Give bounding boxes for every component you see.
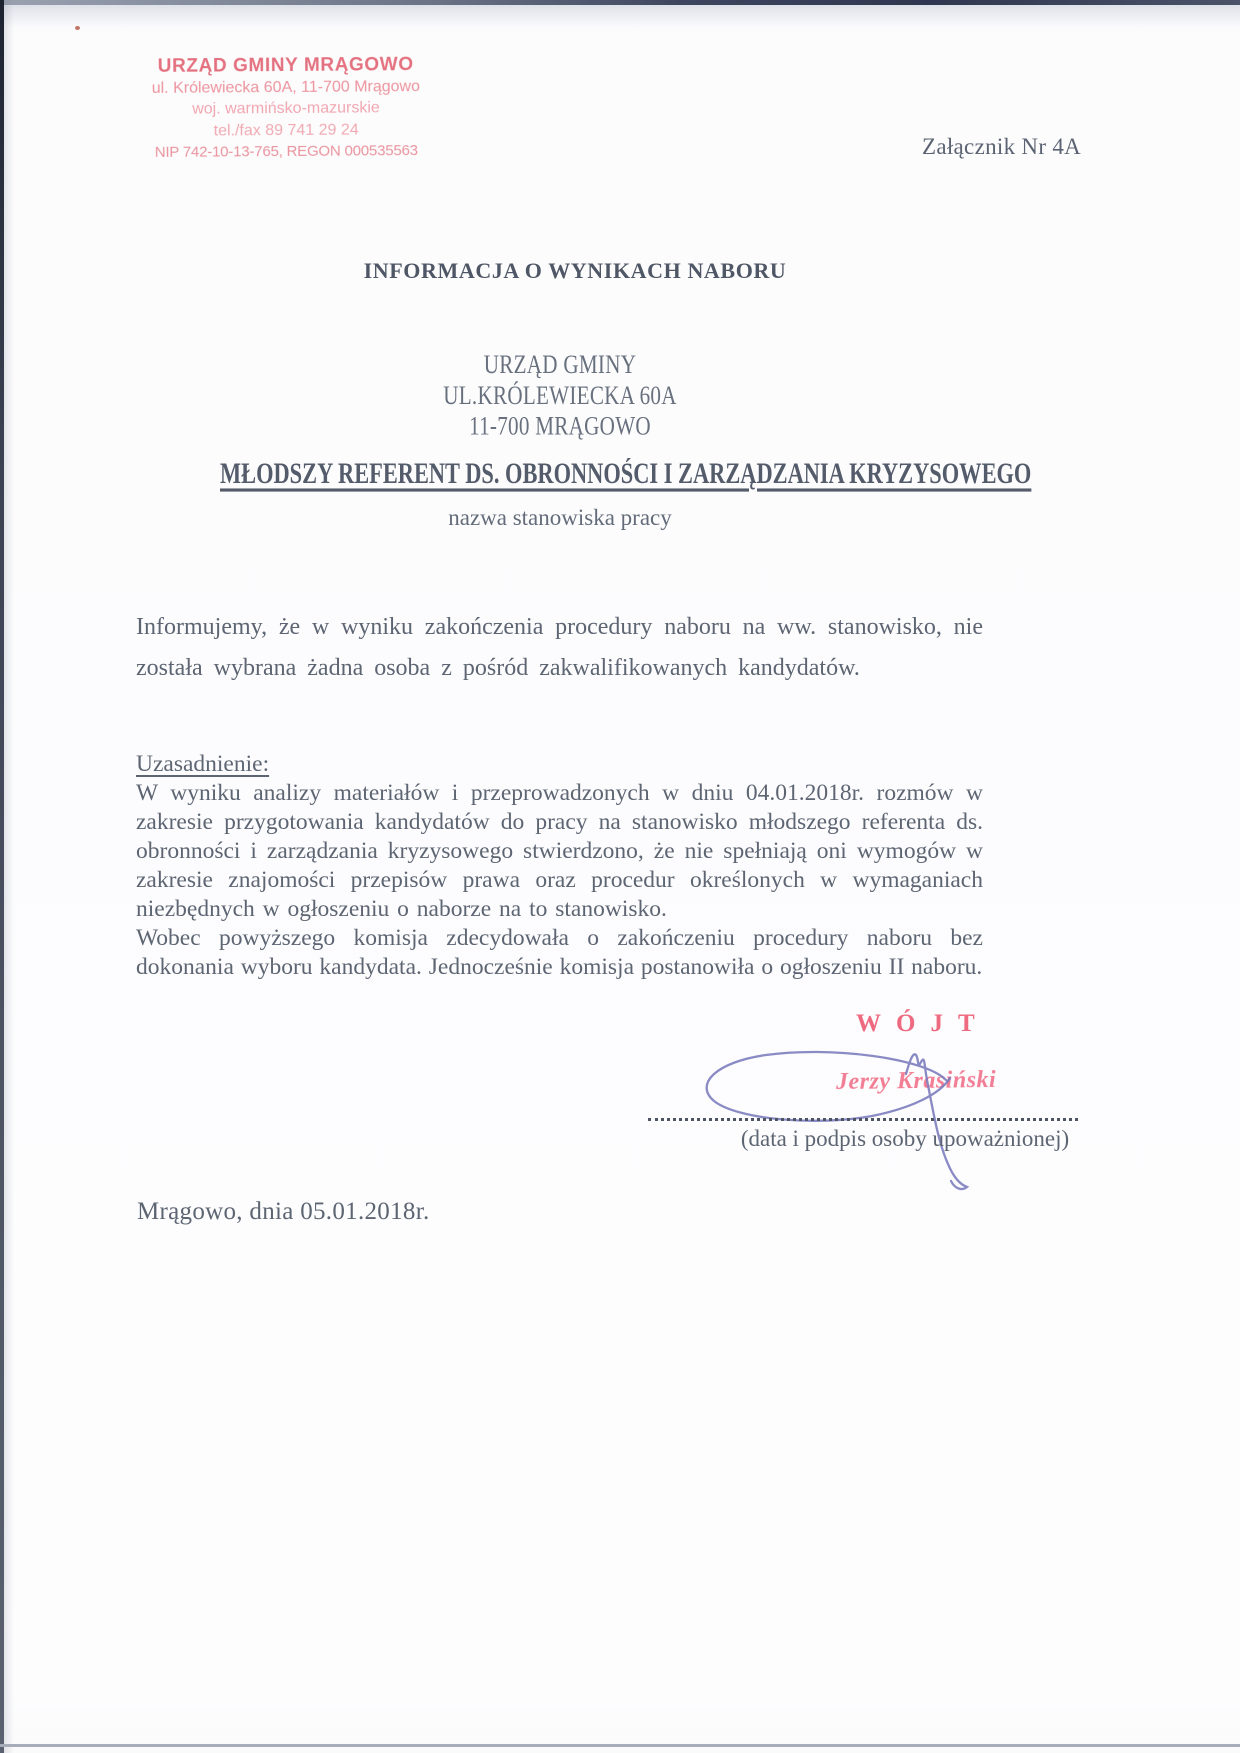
scan-top-shadow	[0, 5, 1240, 27]
position-caption: nazwa stanowiska pracy	[448, 505, 672, 530]
office-address-line3: 11-700 MRĄGOWO	[469, 412, 651, 442]
justification-paragraph-1: W wyniku analizy materiałów i przeprowadzonych w dniu 04.01.2018r. rozmów w zakresie przygotowania kandydatów do pracy na stanowisko młodszego referenta ds. obronności i zarządzania kryzysowego stwierdzono, że nie spełniają oni wymogów w zakresie znajomości przepisów prawa oraz procedur określonych w wymaganiach niezbędnych w ogłoszeniu o naborze na to stanowisko.	[136, 780, 983, 922]
intro-paragraph: Informujemy, że w wyniku zakończenia procedury naboru na ww. stanowisko, nie została wybrana żadna osoba z pośród zakwalifikowanych kandydatów.	[136, 614, 983, 681]
office-address-block	[186, 350, 934, 442]
attachment-label: Załącznik Nr 4A	[922, 134, 1082, 159]
signature-dotted-line	[648, 1104, 1078, 1121]
justification-heading: Uzasadnienie:	[136, 751, 270, 777]
place-and-date: Mrągowo, dnia 05.01.2018r.	[137, 1198, 430, 1225]
justification-section	[136, 750, 983, 982]
signature-caption: (data i podpis osoby upoważnionej)	[740, 1126, 1070, 1151]
office-address-line1: URZĄD GMINY	[483, 351, 637, 380]
stamp-office-region: woj. warmińsko-mazurskie	[192, 99, 380, 118]
justification-paragraph-2: Wobec powyższego komisja zdecydowała o zakończeniu procedury naboru bez dokonania wyboru kandydata. Jednocześnie komisja postanowiła o ogłoszeniu II naboru.	[136, 925, 983, 980]
scan-left-shadow	[4, 0, 14, 1753]
stamp-office-name: URZĄD GMINY MRĄGOWO	[157, 54, 414, 77]
mayor-name-stamp: Jerzy Krasiński	[835, 1066, 997, 1096]
office-ink-stamp	[138, 54, 435, 164]
stamp-office-ids: NIP 742-10-13-765, REGON 000535563	[154, 142, 418, 161]
scan-bottom-edge-artifact	[0, 1744, 1240, 1747]
scan-speck	[75, 26, 80, 30]
position-title: MŁODSZY REFERENT DS. OBRONNOŚCI I ZARZĄDZANIA KRYZYSOWEGO	[220, 458, 1032, 491]
mayor-role-stamp: WÓJT	[856, 1010, 990, 1037]
document-title: INFORMACJA O WYNIKACH NABORU	[363, 258, 787, 283]
office-address-line2: UL.KRÓLEWIECKA 60A	[443, 381, 677, 411]
stamp-office-address: ul. Królewiecka 60A, 11-700 Mrągowo	[151, 77, 421, 97]
stamp-office-phone: tel./fax 89 741 29 24	[213, 120, 359, 140]
